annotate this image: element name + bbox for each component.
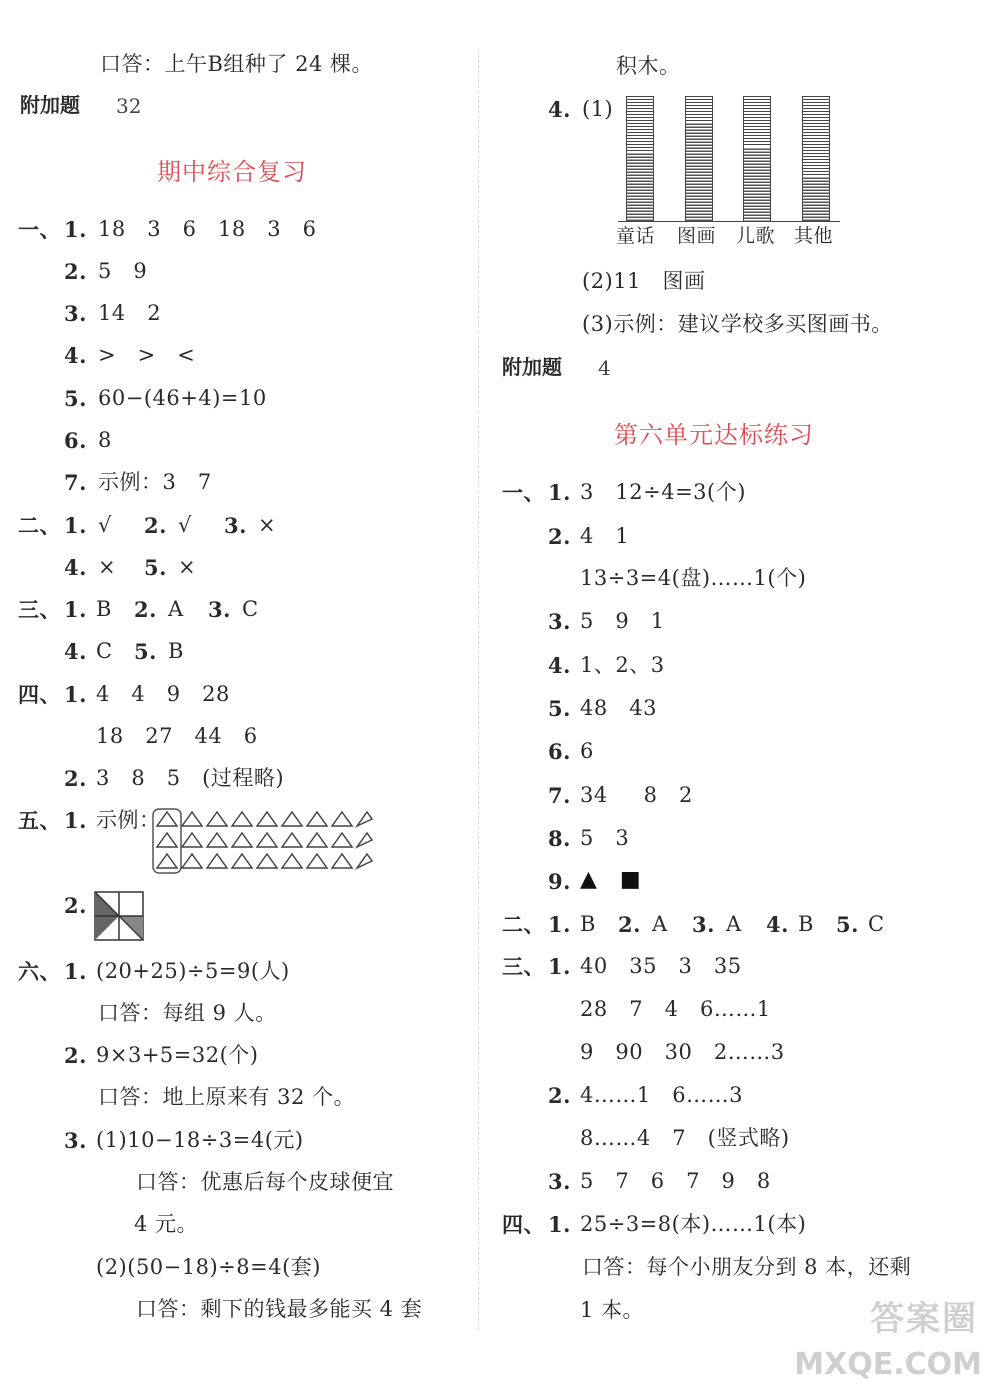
section-marker: 三、 (502, 954, 545, 979)
continued-answer: 积木。 (616, 54, 681, 78)
item-answer: 13÷3=4(盘)……1(个) (580, 566, 807, 590)
chart-x-axis (618, 221, 840, 222)
item-answer: A (652, 912, 668, 936)
section-marker: 四、 (502, 1212, 545, 1237)
item-answer: > > < (98, 343, 196, 367)
item-number: 1. (64, 513, 87, 538)
item-answer: 口答：优惠后每个皮球便宜 (136, 1170, 394, 1194)
chart-category-label: 童话 (616, 225, 656, 247)
item-answer: 1 本。 (580, 1298, 645, 1322)
item-answer: × (258, 513, 277, 537)
item-answer: (3)示例：建议学校多买图画书。 (582, 312, 893, 336)
section-marker: 一、 (502, 480, 545, 505)
triangle-grouping-figure (150, 807, 374, 875)
item-answer: 示例：3 7 (98, 470, 212, 494)
item-number: 4. (548, 97, 571, 122)
item-answer: (1) (582, 97, 614, 121)
item-answer: C (868, 912, 885, 936)
shape-answer: ▲ ■ (580, 867, 642, 892)
section-marker: 二、 (502, 912, 545, 937)
chart-bar (626, 96, 654, 222)
item-answer: 9×3+5=32(个) (96, 1043, 259, 1067)
item-answer: √ (178, 513, 192, 537)
item-number: 5. (144, 555, 167, 580)
chart-bar-fill (627, 152, 653, 221)
item-number: 2. (134, 597, 157, 622)
item-answer: A (168, 597, 184, 621)
item-answer: 口答：每个小朋友分到 8 本，还剩 (582, 1255, 912, 1279)
column-divider (478, 50, 479, 1330)
item-number: 6. (548, 739, 571, 764)
item-answer: 4……1 6……3 (580, 1083, 743, 1107)
item-number: 7. (64, 470, 87, 495)
item-number: 4. (64, 639, 87, 664)
item-answer: B (580, 912, 596, 936)
watermark-logo: 答案圈 (870, 1299, 978, 1339)
item-number: 7. (548, 783, 571, 808)
fujia-label: 附加题 (502, 355, 562, 379)
fujia-label: 附加题 (20, 93, 80, 117)
item-number: 1. (548, 954, 571, 979)
item-number: 1. (64, 597, 87, 622)
item-number: 2. (64, 259, 87, 284)
item-number: 2. (64, 1043, 87, 1068)
item-answer: × (98, 555, 117, 579)
item-answer: 8 (98, 428, 112, 452)
section-title-midterm: 期中综合复习 (157, 158, 307, 186)
item-number: 3. (548, 1169, 571, 1194)
item-number: 2. (548, 524, 571, 549)
chart-bar (743, 96, 771, 222)
section-marker: 六、 (18, 959, 61, 984)
item-answer: 3 8 5 (过程略) (96, 766, 285, 790)
chart-bar-fill (744, 147, 770, 221)
chart-category-label: 图画 (677, 225, 717, 247)
item-number: 1. (548, 1212, 571, 1237)
item-answer: 14 2 (98, 301, 162, 325)
item-answer: B (168, 639, 184, 663)
item-number: 3. (208, 597, 231, 622)
item-answer: 口答：每组 9 人。 (98, 1001, 277, 1025)
item-number: 6. (64, 428, 87, 453)
section-marker: 二、 (18, 513, 61, 538)
item-answer: 40 35 3 35 (580, 954, 742, 978)
chart-bar (802, 96, 830, 222)
section-marker: 五、 (18, 808, 61, 833)
item-number: 9. (548, 869, 571, 894)
item-number: 3. (64, 1128, 87, 1153)
item-answer: B (798, 912, 814, 936)
item-answer: 6 (580, 739, 594, 763)
item-number: 4. (64, 555, 87, 580)
item-answer: 口答：剩下的钱最多能买 4 套 (136, 1297, 423, 1321)
item-answer: 示例： (96, 808, 161, 832)
item-number: 1. (64, 959, 87, 984)
item-answer: 25÷3=8(本)……1(本) (580, 1212, 807, 1236)
item-answer: 28 7 4 6……1 (580, 997, 771, 1021)
section-marker: 三、 (18, 597, 61, 622)
item-answer: 8……4 7 (竖式略) (580, 1126, 790, 1150)
watermark-text: MXQE.COM (794, 1347, 982, 1382)
item-answer: 60−(46+4)=10 (98, 386, 267, 410)
item-number: 3. (692, 912, 715, 937)
item-number: 2. (64, 766, 87, 791)
item-answer: 48 43 (580, 696, 657, 720)
item-number: 3. (64, 301, 87, 326)
item-number: 3. (224, 513, 247, 538)
item-number: 1. (64, 217, 87, 242)
item-answer: 3 12÷4=3(个) (580, 480, 746, 504)
item-number: 2. (618, 912, 641, 937)
section-marker: 一、 (18, 217, 61, 242)
item-number: 3. (548, 609, 571, 634)
item-answer: 18 27 44 6 (96, 724, 258, 748)
item-number: 4. (64, 343, 87, 368)
chart-category-label: 其他 (794, 225, 834, 247)
item-number: 1. (64, 682, 87, 707)
item-number: 4. (766, 912, 789, 937)
item-answer: 5 7 6 7 9 8 (580, 1169, 771, 1193)
item-answer: 18 3 6 18 3 6 (98, 217, 317, 241)
item-answer: A (726, 912, 742, 936)
chart-bar-fill (803, 176, 829, 221)
fujia-value: 4 (598, 356, 611, 380)
item-answer: 口答：地上原来有 32 个。 (98, 1085, 356, 1109)
item-answer: 5 9 1 (580, 609, 665, 633)
item-number: 8. (548, 826, 571, 851)
item-answer: (20+25)÷5=9(人) (96, 959, 290, 983)
item-answer: (1)10−18÷3=4(元) (96, 1128, 304, 1152)
item-number: 2. (144, 513, 167, 538)
item-number: 2. (548, 1083, 571, 1108)
item-number: 5. (548, 696, 571, 721)
item-answer: 1、2、3 (580, 653, 665, 677)
chart-category-label: 儿歌 (736, 225, 776, 247)
item-answer: 4 4 9 28 (96, 682, 230, 706)
fujia-value: 32 (116, 94, 142, 118)
item-number: 5. (134, 639, 157, 664)
tangram-square-figure (94, 891, 144, 941)
item-answer: 5 9 (98, 259, 148, 283)
item-answer: 5 3 (580, 826, 630, 850)
item-number: 5. (64, 386, 87, 411)
item-number: 1. (64, 808, 87, 833)
item-answer: C (242, 597, 259, 621)
item-answer: (2)11 图画 (582, 269, 706, 293)
item-answer: √ (98, 513, 112, 537)
item-answer: 34 8 2 (580, 783, 693, 807)
item-number: 2. (64, 893, 87, 918)
item-number: 4. (548, 653, 571, 678)
item-answer: (2)(50−18)÷8=4(套) (96, 1255, 321, 1279)
chart-bar-fill (686, 122, 712, 221)
item-answer: 4 1 (580, 524, 630, 548)
item-number: 5. (836, 912, 859, 937)
item-answer: × (178, 555, 197, 579)
chart-bar (685, 96, 713, 222)
item-number: 1. (548, 480, 571, 505)
item-answer: B (96, 597, 112, 621)
section-marker: 四、 (18, 682, 61, 707)
top-answer: 口答：上午B组种了 24 棵。 (100, 52, 374, 76)
item-answer: 4 元。 (134, 1212, 199, 1236)
item-answer: 9 90 30 2……3 (580, 1040, 785, 1064)
section-title-unit6: 第六单元达标练习 (614, 421, 814, 449)
item-answer: C (96, 639, 113, 663)
item-number: 1. (548, 912, 571, 937)
